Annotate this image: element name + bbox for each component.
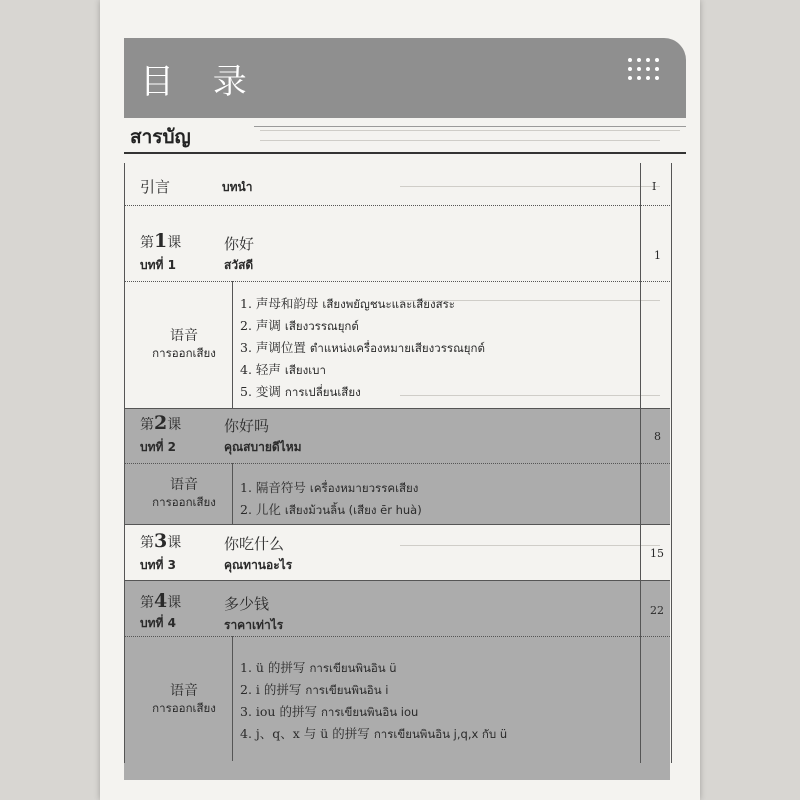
section-th: การออกเสียง [152, 495, 216, 509]
list-item[interactable]: 1. 隔音符号 เครื่องหมายวรรคเสียง [240, 480, 419, 495]
list-item[interactable]: 5. 变调 การเปลี่ยนเสียง [240, 384, 361, 399]
page-number: 8 [654, 430, 661, 443]
list-item[interactable]: 2. i 的拼写 การเขียนพินอิน i [240, 682, 389, 697]
lesson-title-th: สวัสดี [224, 258, 254, 272]
section-cn: 语音 [170, 477, 198, 493]
lesson-number: 第1课 [140, 230, 182, 252]
page-number: 22 [650, 604, 664, 617]
list-item[interactable]: 3. iou 的拼写 การเขียนพินอิน iou [240, 704, 419, 719]
intro-th: บทนำ [222, 180, 253, 194]
page-title: 目 录 [140, 62, 261, 102]
book-page [100, 0, 700, 800]
dot-grid-icon [628, 58, 659, 80]
lesson-number-th: บทที่ 1 [140, 258, 176, 272]
subtitle-bar [124, 118, 686, 154]
lesson-number: 第4课 [140, 590, 182, 612]
lesson-number: 第3课 [140, 530, 182, 552]
intro-cn: 引言 [140, 178, 171, 196]
toc-header [124, 38, 686, 118]
list-item[interactable]: 1. 声母和韵母 เสียงพยัญชนะและเสียงสระ [240, 296, 455, 311]
page-number: I [652, 180, 657, 193]
subtitle-rule [254, 126, 686, 127]
lesson-number: 第2课 [140, 412, 182, 434]
page-number: 15 [650, 547, 664, 560]
list-item[interactable]: 2. 声调 เสียงวรรณยุกต์ [240, 318, 359, 333]
lesson-title-cn: 多少钱 [224, 595, 270, 613]
lesson-title-cn: 你好 [224, 235, 255, 253]
page-subtitle: สารบัญ [130, 126, 191, 148]
section-cn: 语音 [170, 328, 198, 344]
section-th: การออกเสียง [152, 346, 216, 360]
lesson-title-cn: 你好吗 [224, 417, 270, 435]
section-cn: 语音 [170, 683, 198, 699]
lesson-title-th: ราคาเท่าไร [224, 618, 284, 632]
lesson-title-th: คุณทานอะไร [224, 558, 293, 572]
lesson-number-th: บทที่ 4 [140, 616, 176, 630]
lesson-number-th: บทที่ 3 [140, 558, 176, 572]
list-item[interactable]: 2. 儿化 เสียงม้วนลิ้น (เสียง ēr huà) [240, 502, 422, 517]
lesson-number-th: บทที่ 2 [140, 440, 176, 454]
list-item[interactable]: 4. j、q、x 与 ü 的拼写 การเขียนพินอิน j,q,x กับ ü [240, 726, 508, 741]
section-th: การออกเสียง [152, 701, 216, 715]
lesson-title-cn: 你吃什么 [224, 535, 285, 553]
page-number: 1 [654, 249, 661, 262]
list-item[interactable]: 4. 轻声 เสียงเบา [240, 362, 326, 377]
lesson-title-th: คุณสบายดีไหม [224, 440, 302, 454]
list-item[interactable]: 1. ü 的拼写 การเขียนพินอิน ü [240, 660, 397, 675]
list-item[interactable]: 3. 声调位置 ตำแหน่งเครื่องหมายเสียงวรรณยุกต์ [240, 340, 485, 355]
